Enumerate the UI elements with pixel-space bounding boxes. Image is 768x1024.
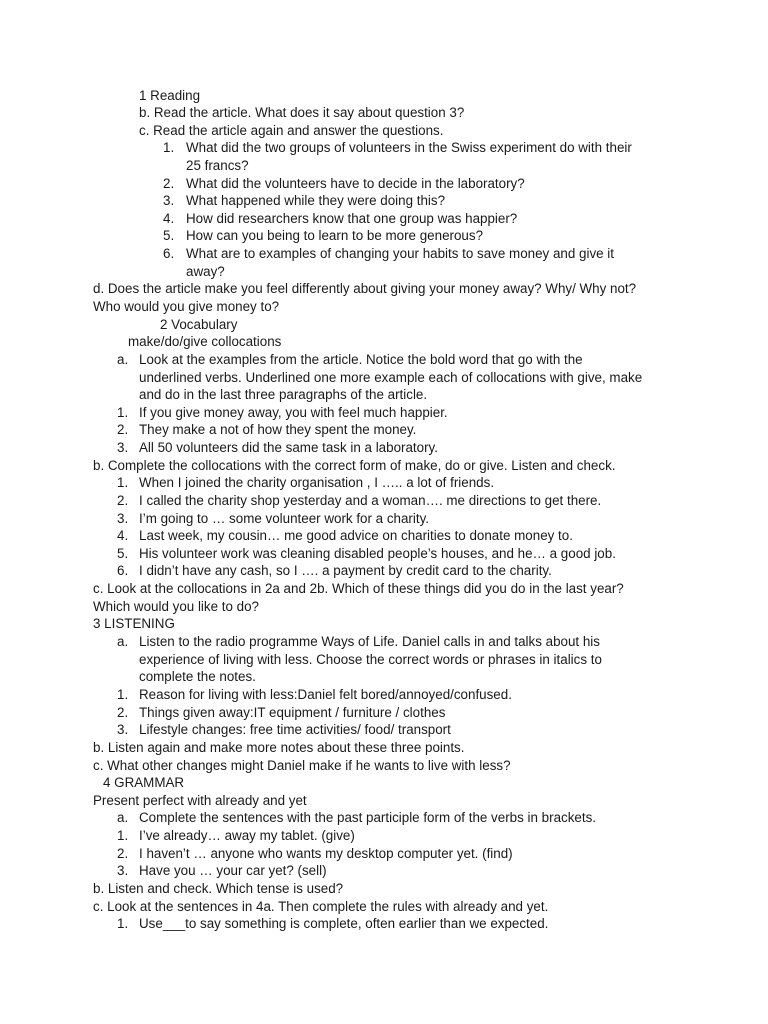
list-item: Complete the sentences with the past participle form of the verbs in brackets.	[139, 810, 596, 825]
list-number: 3.	[117, 440, 129, 455]
list-number: 3.	[117, 722, 129, 737]
list-item: They make a not of how they spent the money.	[139, 422, 417, 437]
list-number: 5.	[163, 228, 175, 243]
vocabulary-c: c. Look at the collocations in 2a and 2b. Which of these things did you do in the last year?	[93, 581, 624, 596]
list-item: I called the charity shop yesterday and a woman…. me directions to get there.	[139, 493, 602, 508]
reading-d: d. Does the article make you feel differently about giving your money away? Why/ Why not?	[93, 281, 637, 296]
list-number: 1.	[163, 140, 175, 155]
list-number: 1.	[117, 916, 129, 931]
listening-c: c. What other changes might Daniel make if he wants to live with less?	[93, 758, 511, 773]
reading-b: b. Read the article. What does it say about question 3?	[139, 105, 465, 120]
list-item: What happened while they were doing this?	[186, 193, 446, 208]
listening-heading: 3 LISTENING	[93, 616, 175, 631]
reading-heading: 1 Reading	[139, 88, 201, 103]
grammar-c: c. Look at the sentences in 4a. Then complete the rules with already and yet.	[93, 899, 549, 914]
grammar-heading: 4 GRAMMAR	[103, 775, 185, 790]
list-item: What are to examples of changing your habits to save money and give it	[186, 246, 614, 261]
list-item: experience of living with less. Choose the correct words or phrases in italics to	[139, 652, 602, 667]
list-number: 1.	[117, 687, 129, 702]
list-number: 2.	[117, 422, 129, 437]
list-number: 4.	[117, 528, 129, 543]
list-item: Reason for living with less:Daniel felt bored/annoyed/confused.	[139, 687, 512, 702]
list-item: What did the two groups of volunteers in the Swiss experiment do with their	[186, 140, 632, 155]
list-number: 1.	[117, 475, 129, 490]
list-letter: a.	[117, 352, 129, 367]
list-item: Listen to the radio programme Ways of Life. Daniel calls in and talks about his	[139, 634, 600, 649]
vocabulary-subheading: make/do/give collocations	[128, 334, 282, 349]
list-item: I’ve already… away my tablet. (give)	[139, 828, 355, 843]
grammar-b: b. Listen and check. Which tense is used?	[93, 881, 344, 896]
list-item: underlined verbs. Underlined one more example each of collocations with give, make	[139, 370, 643, 385]
vocabulary-c: Which would you like to do?	[93, 599, 259, 614]
list-item: away?	[186, 264, 225, 279]
list-item: What did the volunteers have to decide in the laboratory?	[186, 176, 525, 191]
grammar-subheading: Present perfect with already and yet	[93, 793, 307, 808]
list-item: I haven’t … anyone who wants my desktop computer yet. (find)	[139, 846, 513, 861]
list-number: 3.	[117, 511, 129, 526]
list-item: Lifestyle changes: free time activities/ food/ transport	[139, 722, 451, 737]
reading-d: Who would you give money to?	[93, 299, 280, 314]
list-number: 6.	[117, 563, 129, 578]
list-number: 5.	[117, 546, 129, 561]
list-item: How did researchers know that one group was happier?	[186, 211, 518, 226]
list-item: I didn’t have any cash, so I …. a payment by credit card to the charity.	[139, 563, 552, 578]
list-number: 1.	[117, 828, 129, 843]
reading-c: c. Read the article again and answer the questions.	[139, 123, 444, 138]
list-number: 3.	[163, 193, 175, 208]
list-number: 4.	[163, 211, 175, 226]
list-number: 2.	[163, 176, 175, 191]
list-number: 2.	[117, 846, 129, 861]
list-item: Look at the examples from the article. Notice the bold word that go with the	[139, 352, 583, 367]
list-item: and do in the last three paragraphs of the article.	[139, 387, 428, 402]
list-item: complete the notes.	[139, 669, 256, 684]
list-number: 2.	[117, 493, 129, 508]
list-number: 3.	[117, 863, 129, 878]
list-item: If you give money away, you with feel much happier.	[139, 405, 448, 420]
list-item: Have you … your car yet? (sell)	[139, 863, 327, 878]
list-letter: a.	[117, 810, 129, 825]
list-number: 6.	[163, 246, 175, 261]
list-number: 2.	[117, 705, 129, 720]
list-item: Things given away:IT equipment / furniture / clothes	[139, 705, 446, 720]
list-item: 25 francs?	[186, 158, 249, 173]
list-letter: a.	[117, 634, 129, 649]
list-item: When I joined the charity organisation , I ….. a lot of friends.	[139, 475, 495, 490]
list-item: His volunteer work was cleaning disabled people’s houses, and he… a good job.	[139, 546, 616, 561]
vocabulary-heading: 2 Vocabulary	[160, 317, 238, 332]
listening-b: b. Listen again and make more notes about these three points.	[93, 740, 465, 755]
list-number: 1.	[117, 405, 129, 420]
list-item: I’m going to … some volunteer work for a charity.	[139, 511, 429, 526]
list-item: Use___to say something is complete, often earlier than we expected.	[139, 916, 549, 931]
vocabulary-b: b. Complete the collocations with the correct form of make, do or give. Listen and check.	[93, 458, 616, 473]
list-item: All 50 volunteers did the same task in a laboratory.	[139, 440, 438, 455]
list-item: Last week, my cousin… me good advice on charities to donate money to.	[139, 528, 573, 543]
list-item: How can you being to learn to be more generous?	[186, 228, 484, 243]
